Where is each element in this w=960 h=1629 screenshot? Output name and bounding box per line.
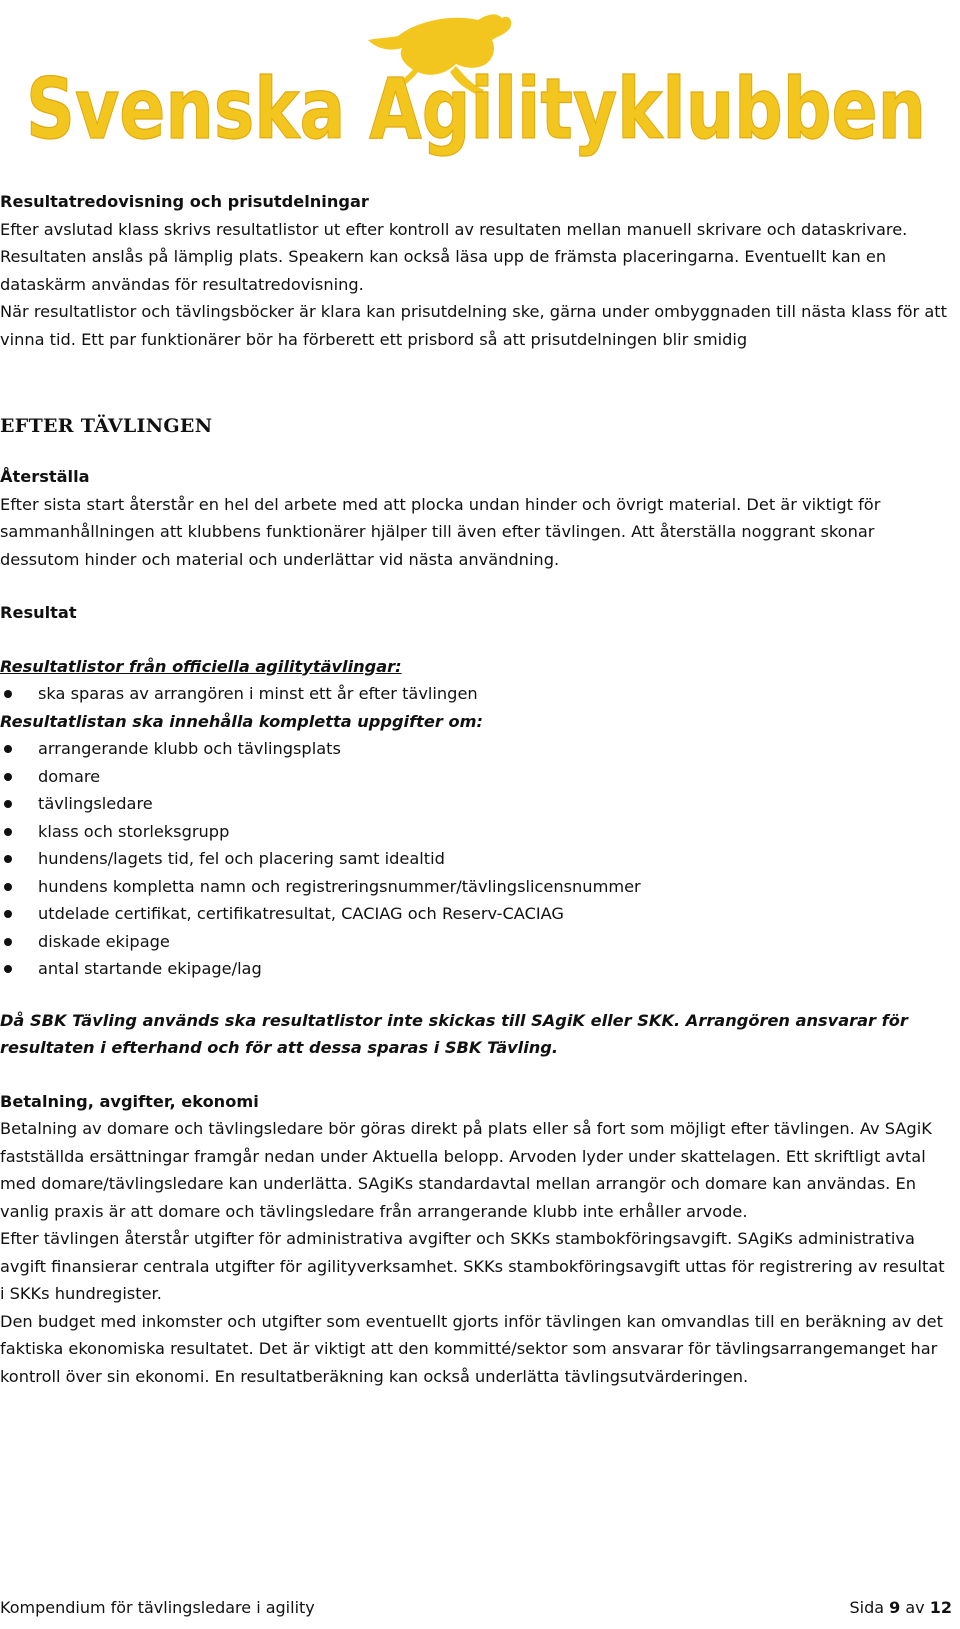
bullet-list-result-lists: [0, 680, 950, 708]
list-item: utdelade certifikat, certifikatresultat, CACIAG och Reserv-CACIAG: [0, 900, 950, 928]
list-heading-result-contents: Resultatlistan ska innehålla kompletta uppgifter om:: [0, 711, 483, 731]
list-item: diskade ekipage: [0, 928, 950, 956]
list-heading-result-lists: Resultatlistor från officiella agilitytävlingar:: [0, 656, 402, 676]
list-item: antal startande ekipage/lag: [0, 955, 950, 983]
paragraph: När resultatlistor och tävlingsböcker är klara kan prisutdelning ske, gärna under ombyggnaden till nästa klass för att vinna tid. Ett par funktionärer bör ha förberett ett prisbord så att prisutdelningen blir smidig: [0, 302, 947, 349]
bullet-list-result-contents: [0, 735, 950, 983]
logo-wordmark: Svenska Agilityklubben: [26, 60, 926, 158]
chapter-title: EFTER TÄVLINGEN: [0, 415, 213, 437]
paragraph: Efter avslutad klass skrivs resultatlistor ut efter kontroll av resultaten mellan manuell skrivare och dataskrivare. Resultaten anslås på lämplig plats. Speakern kan också läsa upp de främsta placeringarna. Eventuellt kan en dataskärm användas för resultatredovisning.: [0, 219, 908, 294]
page-total: 12: [929, 1598, 952, 1617]
sbk-note: Då SBK Tävling används ska resultatlistor inte skickas till SAgiK eller SKK. Arrangören ansvarar för resultaten i efterhand och för att dessa sparas i SBK Tävling.: [0, 1010, 908, 1057]
section-title-restore: Återställa: [0, 467, 90, 486]
list-item: hundens/lagets tid, fel och placering samt idealtid: [0, 845, 950, 873]
club-logo: [26, 8, 936, 158]
list-item: hundens kompletta namn och registreringsnummer/tävlingslicensnummer: [0, 873, 950, 901]
paragraph: Efter tävlingen återstår utgifter för administrativa avgifter och SKKs stambokföringsavgift. SAgiKs administrativa avgift finansierar centrala utgifter för agilityverksamhet. SKKs stambokföringsavgift uttas för registrering av resultat i SKKs hundregister.: [0, 1229, 945, 1303]
page-footer: [0, 1598, 952, 1617]
paragraph: Efter sista start återstår en hel del arbete med att plocka undan hinder och övrigt material. Det är viktigt för sammanhållningen att klubbens funktionärer hjälper till även efter tävlingen. Att återställa noggrant skonar dessutom hinder och material och underlättar vid nästa användning.: [0, 494, 881, 569]
paragraph: Den budget med inkomster och utgifter som eventuellt gjorts inför tävlingen kan omvandlas till en beräkning av det faktiska ekonomiska resultatet. Det är viktigt att den kommitté/sektor som ansvarar för tävlingsarrangemanget har kontroll över sin ekonomi. En resultatberäkning kan också underlätta tävlingsutvärderingen.: [0, 1311, 943, 1386]
logo-graphic: [26, 8, 936, 158]
list-item: domare: [0, 763, 950, 791]
paragraph: Betalning av domare och tävlingsledare bör göras direkt på plats eller så fort som möjligt efter tävlingen. Av SAgiK fastställda ersättningar framgår nedan under Aktuella belopp. Arvoden lyder under skattelagen. Ett skriftligt avtal med domare/tävlingsledare kan underlätta. SAgiKs standardavtal mellan arrangör och domare kan användas. En vanlig praxis är att domare och tävlingsledare från arrangerande klubb inte erhåller arvode.: [0, 1119, 932, 1221]
list-item: ska sparas av arrangören i minst ett år efter tävlingen: [0, 680, 950, 708]
section-title-payment: Betalning, avgifter, ekonomi: [0, 1091, 259, 1111]
document-body: [0, 188, 950, 1390]
page-current: 9: [889, 1598, 901, 1617]
section-title-results: Resultat: [0, 603, 77, 622]
page-separator: av: [905, 1598, 925, 1617]
list-item: arrangerande klubb och tävlingsplats: [0, 735, 950, 763]
footer-title: Kompendium för tävlingsledare i agility: [0, 1598, 315, 1617]
list-item: klass och storleksgrupp: [0, 818, 950, 846]
page-number: [849, 1598, 952, 1617]
section-title-results-presentation: Resultatredovisning och prisutdelningar: [0, 192, 369, 211]
page-prefix: Sida: [849, 1598, 885, 1617]
list-item: tävlingsledare: [0, 790, 950, 818]
